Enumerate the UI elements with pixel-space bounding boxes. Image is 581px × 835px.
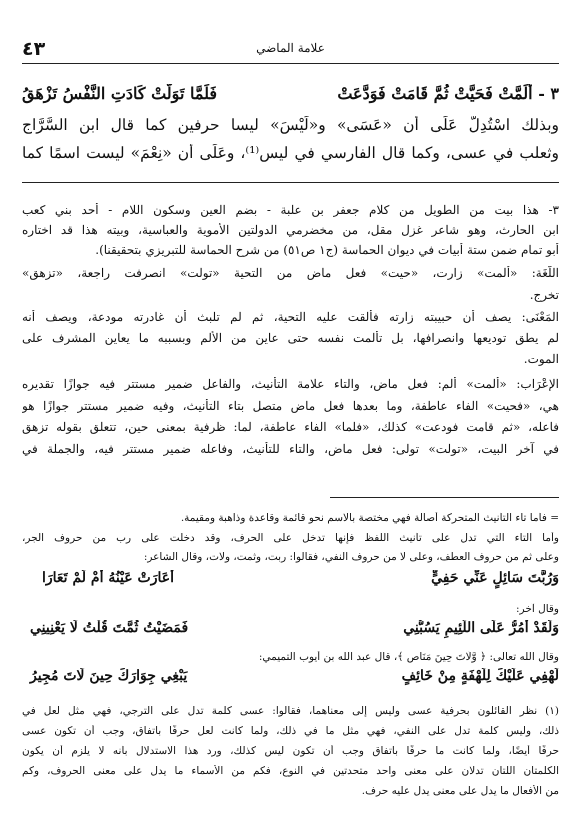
footnote-verse-3-h1: لَهْفِي عَلَيْكَ لِلَهْفَةٍ مِنْ خَائِفٍ [401,668,559,684]
footnote-rule [330,497,559,498]
commentary-line-1: ٣- هذا بيت من الطويل من كلام جعفر بن علبة - بضم العين وسكون اللام - أحد بني كعب [22,203,559,217]
commentary-rule [22,182,559,183]
commentary-line-12: في آخر البيت، «تولت» تولى: فعل ماض، والتاء للتأنيث، وفاعله ضمير مستتر فيه، والجملة في [22,442,559,456]
header-title: علامة الماضي [256,41,325,55]
verse-3 [22,84,559,110]
commentary-line-10: هي، «فحيت» الفاء عاطفة، وما بعدها فعل ماض متصل بتاء التأنيث، وفيه ضمير مستتر جوازًا هو [22,399,559,413]
commentary-line-5: تخرج. [529,288,559,302]
verse-hemistich-1: أَلَمَّتْ فَحَيَّتْ ثُمَّ قَامَتْ فَوَدَّعَتْ [337,84,533,103]
footnote-1-line-1: (١) نظر القائلون بحرفية عسى وليس إلى معناهما، فقالوا: عسى كلمة تدل على الترجي، فهي مثل لعل في [22,705,559,717]
commentary-line-4: اللُّغَة: «ألمت» زارت، «حيت» فعل ماض من التحية «تولت» انصرفت راجعة، «تزهق» [22,266,559,280]
footnote-1-line-4: الكلمتان اللتان تدلان على معنى واحد متحدتين في النوع، فكم من الأسماء ما يدل على معنى الحروف، وكم [22,765,559,777]
footnote-1-line-5: من الأفعال ما يدل على معنى يدل عليه حرف. [361,785,559,797]
header-rule [22,63,559,64]
running-header [22,38,559,62]
footnote-line-1: = فأما تاء التأنيث المتحركة أصالة فهي مختصة بالاسم نحو قائمة وقاعدة وذاهبة ومقيمة. [180,512,559,524]
main-line-1: وبذلك اسْتُدِلَّ عَلَى أن «عَسَى» و«لَيْسَ» ليسا حرفين كما قال ابن السَّرَّاج [22,116,559,134]
footnote-verse-2-h1: وَلَقَدْ أَمُرُّ عَلَى اللَّئِيمِ يَسُبُّنِي [403,620,559,636]
page-number: ٤٣ [22,38,46,60]
footnote-line-2: وأما التاء التي تدل على تأنيث اللفظ فإنها تدخل على الحرف، وقد دخلت على رب من حروف الجر، [22,532,559,544]
footnote-verse-1 [22,570,559,594]
commentary-line-11: فاعله، «ثم قامت فودعت» كذلك، «فلما» الفاء عاطفة، لما: ظرفية بمعنى حين، تتعلق بقوله تزهق [22,420,559,434]
footnote-intro-3: وقال الله تعالى: ﴿ وَّلَاتَ حِينَ مَنَاصٍ ﴾، قال عبد الله بن أيوب التميمي: [258,651,559,663]
commentary-line-6: المَعْنَى: يصف أن حبيبته زارته فألقت عليه التحية، ثم لم تلبث أن غادرته مودعة، ويصف أنه [22,310,559,324]
verse-number: ٣ - [538,84,559,103]
footnote-verse-2 [22,620,559,644]
footnote-verse-3 [22,668,559,692]
commentary-line-8: الموت. [523,352,559,366]
commentary-line-7: لم يطق توديعها وانصرافها، بل تألمت نفسه حتى عاين من الألم وبسببه ما يعاين المشرف على [22,331,559,345]
commentary-line-3: أبو تمام ضمن ستة أبيات في ديوان الحماسة (ج١ ص٥١) من شرح الحماسة للتبريزي بتحقيقنا). [95,243,559,257]
footnote-1-line-2: ذلك، وليس كلمة تدل على النفي، فهي مثل ما في ذلك، ولما كانت لعل حرفًا باتفاق، وجب أن تكون عسى [22,725,559,737]
footnote-verse-1-h1: وَرُبَّتَ سَائِلٍ عَنِّي حَفِيٍّ [431,570,559,586]
footnote-line-3: وعلى ثم من حروف العطف، وعلى لا من حروف النفي، فقالوا: ربت، وثمت، ولات، وقال الشاعر: [143,551,559,563]
main-line-2: وثعلب في عسى، وكما قال الفارسي في ليس⁽¹⁾، وعَلَى أن «نِعْمَ» ليست اسمًا كما [22,144,559,162]
footnote-verse-1-h2: أَعَارَتْ عَيْنُهُ أَمْ لَمْ تَعَارَا [42,570,174,586]
footnote-verse-3-h2: يَبْغِي جِوَارَكَ حِينَ لَاتَ مُجِيرُ [30,668,188,684]
footnote-intro-2: وقال آخر: [516,603,559,615]
commentary-line-2: ابن الحارث، وهو شاعر غزل مقل، من مخضرمي الدولتين الأموية والعباسية، وبيته هذا قد اختاره [22,223,559,237]
verse-hemistich-2: فَلَمَّا تَوَلَّتْ كَادَتِ النَّفْسُ تَزْهَقُ [22,84,218,103]
footnote-1-line-3: حرفًا أيضًا، ولما كانت ما حرفًا باتفاق وجب أن تكون ليس كذلك، ورد هذا الاستدلال بأنه لا يلزم أن يكون [22,745,559,757]
commentary-line-9: الإعْرَاب: «ألمت» ألم: فعل ماض، والتاء علامة التأنيث، والفاعل ضمير مستتر فيه جوازًا تقديره [22,377,559,391]
footnote-verse-2-h2: فَمَضَيْتُ ثُمَّتَ قُلْتُ لَا يَعْنِينِي [30,620,189,636]
